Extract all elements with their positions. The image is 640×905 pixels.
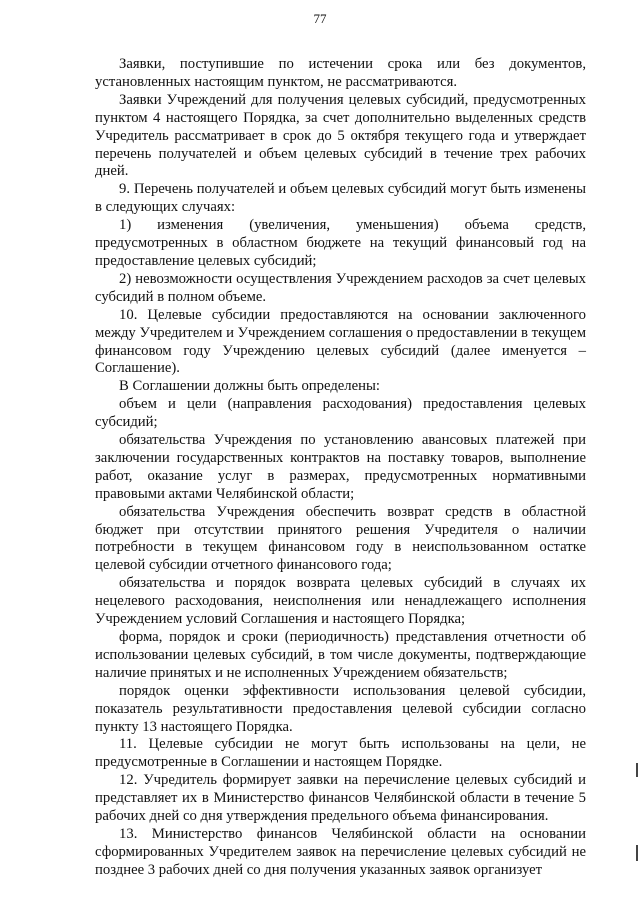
scan-edge-mark xyxy=(636,845,638,861)
paragraph-agreement-intro: В Соглашении должны быть определены: xyxy=(119,378,380,395)
paragraph-10: 10. Целевые субсидии предоставляются на основании заключенного между Учредителем и Учреждением соглашения о предоставлении в текущем финансовом году Учреждению целевых субсидий (далее именуется – Соглашение). xyxy=(95,306,586,377)
paragraph-additional-funds: Заявки Учреждений для получения целевых субсидий, предусмотренных пунктом 4 настоящего Порядка, за счет дополнительно выделенных средств Учредитель рассматривает в срок до 5 октября текущего года и утверждает перечень получателей и объем целевых субсидий в течение трех рабочих дней. xyxy=(95,91,586,180)
paragraph-9-item-2: 2) невозможности осуществления Учреждением расходов за счет целевых субсидий в полном объеме. xyxy=(95,270,586,305)
paragraph-agreement-return-funds: обязательства Учреждения обеспечить возврат средств в областной бюджет при отсутствии принятого решения Учредителя о наличии потребности в текущем финансовом году в неиспользованном остатке целевой субсидии отчетного финансового года; xyxy=(95,503,586,574)
page-number: 77 xyxy=(313,11,327,26)
paragraph-agreement-reporting: форма, порядок и сроки (периодичность) представления отчетности об использовании целевых субсидий, в том числе документы, подтверждающие наличие принятых и не исполненных Учреждением обязательств; xyxy=(95,629,586,681)
paragraph-late-applications: Заявки, поступившие по истечении срока или без документов, установленных настоящим пунктом, не рассматриваются. xyxy=(95,56,586,90)
paragraph-12: 12. Учредитель формирует заявки на перечисление целевых субсидий и представляет их в Министерство финансов Челябинской области в течение 5 рабочих дней со дня утверждения предельного объема финансирования. xyxy=(95,772,586,825)
paragraph-9-intro: 9. Перечень получателей и объем целевых субсидий могут быть изменены в следующих случаях: xyxy=(95,181,586,216)
document-body xyxy=(95,56,586,880)
paragraph-13: 13. Министерство финансов Челябинской области на основании сформированных Учредителем заявок на перечисление целевых субсидий не позднее 3 рабочих дней со дня получения указанных заявок организует xyxy=(95,825,586,878)
paragraph-agreement-volume: объем и цели (направления расходования) предоставления целевых субсидий; xyxy=(95,396,586,431)
scan-edge-mark xyxy=(636,763,638,777)
paragraph-11: 11. Целевые субсидии не могут быть использованы на цели, не предусмотренные в Соглашении и настоящем Порядке. xyxy=(95,736,586,771)
paragraph-9-item-1: 1) изменения (увеличения, уменьшения) объема средств, предусмотренных в областном бюджете на текущий финансовый год на предоставление целевых субсидий; xyxy=(95,217,586,269)
paragraph-agreement-efficiency: порядок оценки эффективности использования целевой субсидии, показатель результативности предоставления целевой субсидии согласно пункту 13 настоящего Порядка. xyxy=(95,682,586,735)
paragraph-agreement-return-order: обязательства и порядок возврата целевых субсидий в случаях их нецелевого расходования, неисполнения или ненадлежащего исполнения Учреждением условий Соглашения и настоящего Порядка; xyxy=(95,575,586,628)
paragraph-agreement-advances: обязательства Учреждения по установлению авансовых платежей при заключении государственных контрактов на поставку товаров, выполнение работ, оказание услуг в размерах, предусмотренных нормативными правовыми актами Челябинской области; xyxy=(95,432,586,502)
